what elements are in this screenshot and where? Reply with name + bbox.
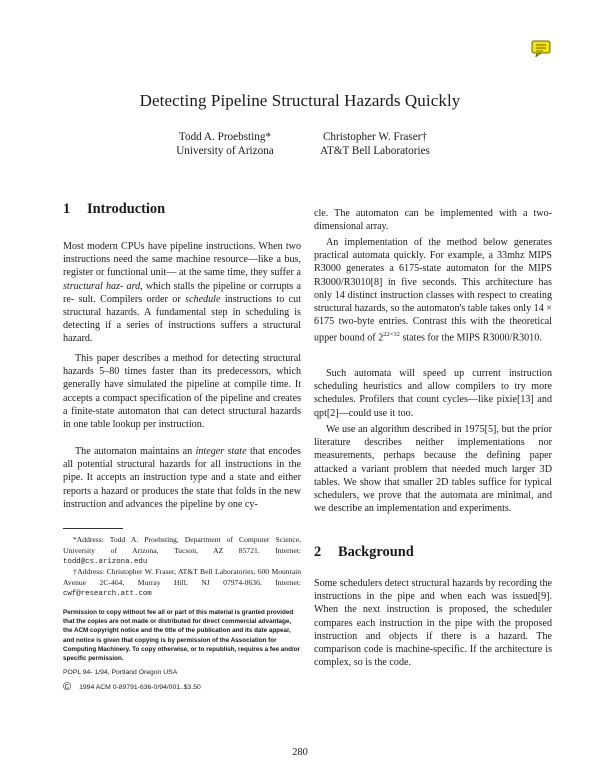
section-2-number: 2 bbox=[314, 544, 322, 560]
intro-paragraph-3-continued: cle. The automaton can be implemented with a two-dimensional array. bbox=[314, 208, 552, 233]
note-icon[interactable] bbox=[531, 40, 551, 57]
author-2 bbox=[300, 130, 450, 158]
footnote-1: *Address: Todd A. Proebsting, Department of Computer Science, University of Arizona, Tucson, AZ 85721. Internet: todd@cs.arizona.edu bbox=[63, 535, 301, 566]
intro-paragraph-5: Such automata will speed up current instruction scheduling heuristics and allow compilers to try more schedules. Profilers that count cycles—like pixie[13] and qpt[2]—could use it too. bbox=[314, 368, 552, 419]
intro-paragraph-3: The automaton maintains an integer state that encodes all potential structural hazards for all instructions in the pipe. It accepts an instruction type and a state and either reports a hazard or produces the state that folds in the new instruction and advances the pipeline by one cy- bbox=[63, 446, 301, 510]
intro-paragraph-4: An implementation of the method below generates practical automata quickly. For example, a 33mhz MIPS R3000 generates a 6175-state automaton for the MIPS R3000/R3010[8] in five seconds. This architecture has only 14 distinct instruction classes with respect to creating structural hazards, so the automaton's table takes only 14 × 6175 two-byte entries. Contrast this with the theoretical upper bound of $2^{22\times 32}$ states for the MIPS R3000/R3010. bbox=[314, 237, 552, 344]
author-1 bbox=[150, 130, 300, 158]
section-1-number: 1 bbox=[63, 201, 71, 217]
page-number: 280 bbox=[292, 747, 308, 758]
section-2-title: Background bbox=[338, 544, 414, 560]
author-2-name: Christopher W. Fraser† bbox=[322, 131, 428, 143]
footnote-2: †Address: Christopher W. Fraser, AT&T Bell Laboratories, 600 Mountain Avenue 2C-464, Murray Hill, NJ 07974-0636. Internet: cwf@research.att.com bbox=[63, 567, 301, 598]
intro-paragraph-6: We use an algorithm described in 1975[5], but the prior literature describes neither implementations nor measurements, perhaps because the defining paper attacked a variant problem that needed much larger 3D tables. We show that smaller 2D tables suffice for typical schedulers, we prove that the automata are minimal, and we describe an implementation and experiments. bbox=[314, 424, 552, 515]
intro-paragraph-1: Most modern CPUs have pipeline instructions. When two instructions need the same machine resource—like a bus, register or functional unit— at the same time, they suffer a structural haz- ard, which stalls the pipeline or corrupts a re- sult. Compilers order or schedule instructions to cut structural hazards. A fundamental step in scheduling is detecting if a series of instructions suffers a structural hazard. bbox=[63, 241, 302, 345]
section-1-heading bbox=[63, 203, 165, 216]
paper-title: Detecting Pipeline Structural Hazards Quickly bbox=[139, 91, 461, 110]
copyright-icon: © bbox=[63, 681, 72, 693]
section-2-heading bbox=[314, 546, 414, 559]
venue-line: POPL 94- 1/94, Portland Oregon USA bbox=[63, 669, 178, 676]
footnote-rule bbox=[63, 528, 123, 529]
intro-paragraph-2: This paper describes a method for detecting structural hazards 5–80 times faster than its predecessors, which generally have simulated the pipeline at compile time. It accepts a compact specification of the pipeline and creates a finite-state automaton that can detect structural hazards in one table lookup per instruction. bbox=[63, 353, 301, 431]
copyright-line: © 1994 ACM 0-89791-636-0/94/001..$3.50 bbox=[63, 681, 201, 693]
section-1-title: Introduction bbox=[87, 201, 166, 217]
author-1-affiliation: University of Arizona bbox=[176, 145, 274, 157]
footnote-1-email[interactable]: todd@cs.arizona.edu bbox=[63, 558, 148, 566]
author-1-name: Todd A. Proebsting* bbox=[178, 131, 272, 143]
footnote-2-email[interactable]: cwf@research.att.com bbox=[63, 590, 152, 598]
background-paragraph-1: Some schedulers detect structural hazards by recording the instructions in the pipe and when each was issued[9]. When the next instruction is proposed, the scheduler compares each instruction in the pipe with the proposed instruction and objects if there is a hazard. The comparison code is machine-specific. If the architecture is complex, so is the code. bbox=[314, 578, 552, 669]
author-2-affiliation: AT&T Bell Laboratories bbox=[320, 145, 430, 157]
permission-notice: Permission to copy without fee all or part of this material is granted provided that the copies are not made or distributed for direct commercial advantage, the ACM copyright notice and the title of the publication and its date appear, and notice is given that copying is by permission of the Association for Computing Machinery. To copy otherwise, or to republish, requires a fee and/or specific permission. bbox=[63, 609, 300, 663]
